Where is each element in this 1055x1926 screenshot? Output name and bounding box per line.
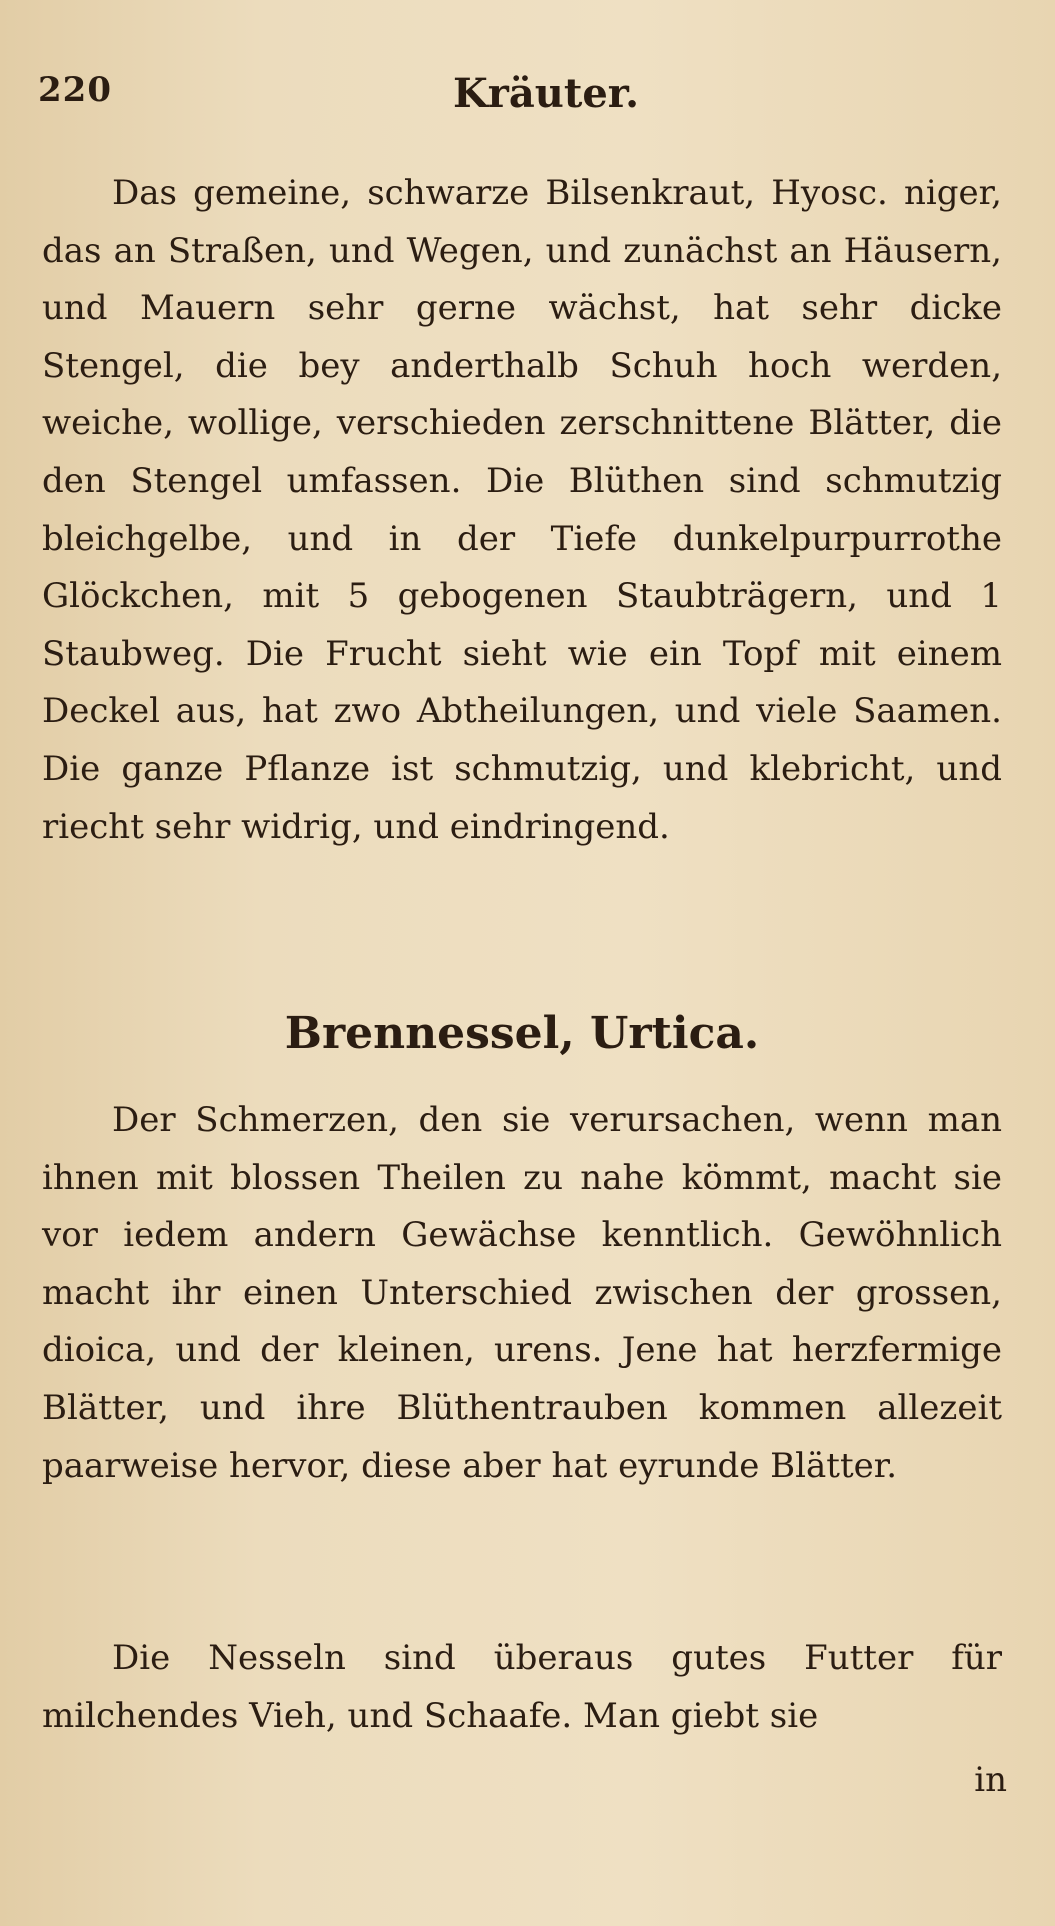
section-heading: Brennessel, Urtica. (284, 1008, 760, 1059)
paragraph-bilsenkraut: Das gemeine, schwarze Bilsenkraut, Hyosc. niger, das an Straßen, und Wegen, und zunächst an Häusern, und Mauern sehr gerne wächst, hat sehr dicke Stengel, die bey anderthalb Schuh hoch werden, weiche, wollige, verschieden zerschnittene Blätter, die den Stengel umfassen. Die Blüthen sind schmutzig bleichgelbe, und in der Tiefe dunkelpurpurrothe Glöckchen, mit 5 gebogenen Staubträgern, und 1 Staubweg. Die Frucht sieht wie ein Topf mit einem Deckel aus, hat zwo Abtheilungen, und viele Saamen. Die ganze Pflanze ist schmutzig, und klebricht, und riecht sehr widrig, und eindringend. (42, 173, 1002, 847)
page-number: 220 (38, 70, 112, 110)
page-header (38, 70, 1018, 120)
catchword: in (974, 1760, 1007, 1800)
paragraph-brennessel: Der Schmerzen, den sie verursachen, wenn man ihnen mit blossen Theilen zu nahe kömmt, macht sie vor iedem andern Gewächse kenntlich. Gewöhnlich macht ihr einen Unterschied zwischen der grossen, dioica, und der kleinen, urens. Jene hat herzfermige Blätter, und ihre Blüthentrauben kommen allezeit paarweise hervor, diese aber hat eyrunde Blätter. (42, 1100, 1002, 1486)
running-head: Kräuter. (453, 70, 640, 117)
paragraph-nesseln: Die Nesseln sind überaus gutes Futter für milchendes Vieh, und Schaafe. Man giebt sie (42, 1638, 1002, 1736)
